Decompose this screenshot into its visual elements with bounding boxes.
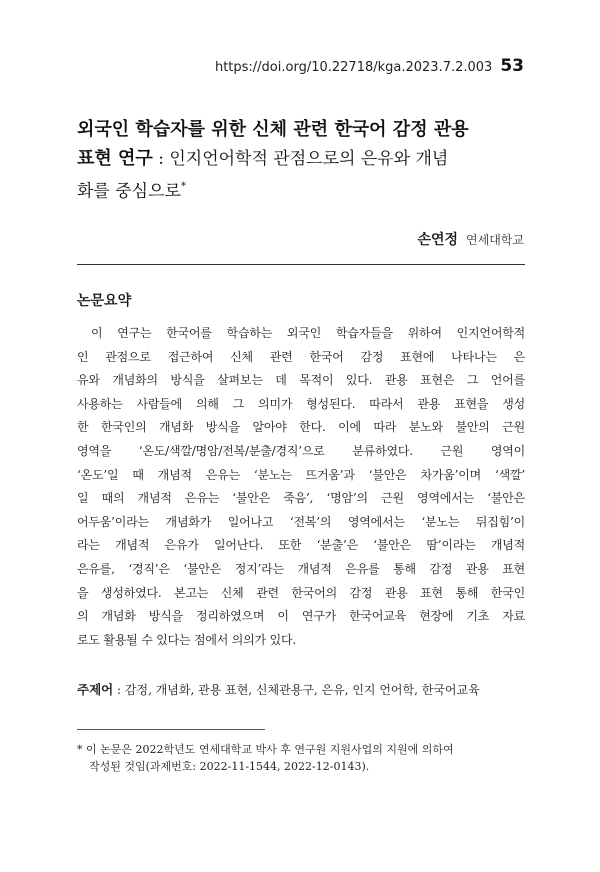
abstract-line: 일 때의 개념적 은유는 ‘불안은 죽음’, ‘명암’의 근원 영역에서는 ‘불안은 bbox=[77, 491, 525, 506]
title-line-1: 외국인 학습자를 위한 신체 관련 한국어 감정 관용 bbox=[77, 119, 469, 140]
abstract-line: 사용하는 사람들에 의해 그 의미가 형성된다. 따라서 관용 표현을 생성 bbox=[77, 396, 525, 411]
abstract-heading: 논문요약 bbox=[77, 293, 132, 309]
title-line-2-bold: 표현 연구 bbox=[77, 148, 153, 169]
title-line-3 bbox=[77, 173, 532, 205]
abstract-line: 이 연구는 한국어를 학습하는 외국인 학습자들을 위하여 인지언어학적 bbox=[91, 326, 525, 340]
abstract-line: 유와 개념화의 방식을 살펴보는 데 목적이 있다. 관용 표현은 그 언어를 bbox=[77, 373, 525, 388]
author-line bbox=[417, 229, 524, 249]
footnote-line-1: * 이 논문은 2022학년도 연세대학교 박사 후 연구원 지원사업의 지원에 의하여 bbox=[77, 743, 454, 756]
footnote-line-2: 작성된 것임(과제번호: 2022-11-1544, 2022-12-0143). bbox=[89, 760, 370, 773]
title-line-3-text: 화를 중심으로 bbox=[77, 181, 181, 202]
page-number: 53 bbox=[500, 56, 524, 76]
footnote-divider bbox=[77, 729, 265, 730]
abstract-line: 로도 활용될 수 있다는 점에서 의의가 있다. bbox=[77, 632, 296, 647]
author-affiliation: 연세대학교 bbox=[466, 233, 524, 247]
keywords bbox=[77, 680, 537, 698]
abstract-body bbox=[77, 322, 525, 652]
title-line-2-rest: : 인지언어학적 관점으로의 은유와 개념 bbox=[152, 149, 449, 169]
title-line-2 bbox=[77, 144, 532, 173]
abstract-line: 을 생성하였다. 본고는 신체 관련 한국어의 감정 관용 표현 통해 한국인 bbox=[77, 585, 525, 600]
running-header bbox=[215, 56, 524, 76]
abstract-line: 인 관점으로 접근하여 신체 관련 한국어 감정 표현에 나타나는 은 bbox=[77, 349, 525, 364]
abstract-line: 영역을 ‘온도/색깔/명암/전복/분출/경직’으로 분류하였다. 근원 영역이 bbox=[77, 443, 525, 458]
paper-title bbox=[77, 116, 532, 205]
abstract-line: 한 한국인의 개념화 방식을 알아야 한다. 이에 따라 분노와 불안의 근원 bbox=[77, 420, 525, 435]
keywords-label: 주제어 bbox=[77, 682, 114, 697]
doi-link[interactable]: https://doi.org/10.22718/kga.2023.7.2.003 bbox=[214, 60, 493, 75]
abstract-line: ‘온도’일 때 개념적 은유는 ‘분노는 뜨거움’과 ‘불안은 차가움’이며 ‘색깔’ bbox=[77, 467, 525, 482]
keywords-text: : 감정, 개념화, 관용 표현, 신체관용구, 은유, 인지 언어학, 한국어교육 bbox=[113, 683, 480, 697]
abstract-line: 어두움’이라는 개념화가 일어나고 ‘전복’의 영역에서는 ‘분노는 뒤집힘’이 bbox=[77, 514, 525, 529]
title-divider bbox=[77, 264, 525, 265]
abstract-line: 은유를, ‘경직’은 ‘불안은 정지’라는 개념적 은유를 통해 감정 관용 표현 bbox=[77, 561, 525, 576]
abstract-line: 의 개념화 방식을 정리하였으며 이 연구가 한국어교육 현장에 기초 자료 bbox=[77, 609, 525, 624]
author-name: 손연정 bbox=[417, 232, 459, 248]
footnote bbox=[77, 741, 537, 775]
abstract-line: 라는 개념적 은유가 일어난다. 또한 ‘분출’은 ‘불안은 땀’이라는 개념적 bbox=[77, 538, 525, 553]
title-footnote-mark: * bbox=[180, 181, 186, 192]
